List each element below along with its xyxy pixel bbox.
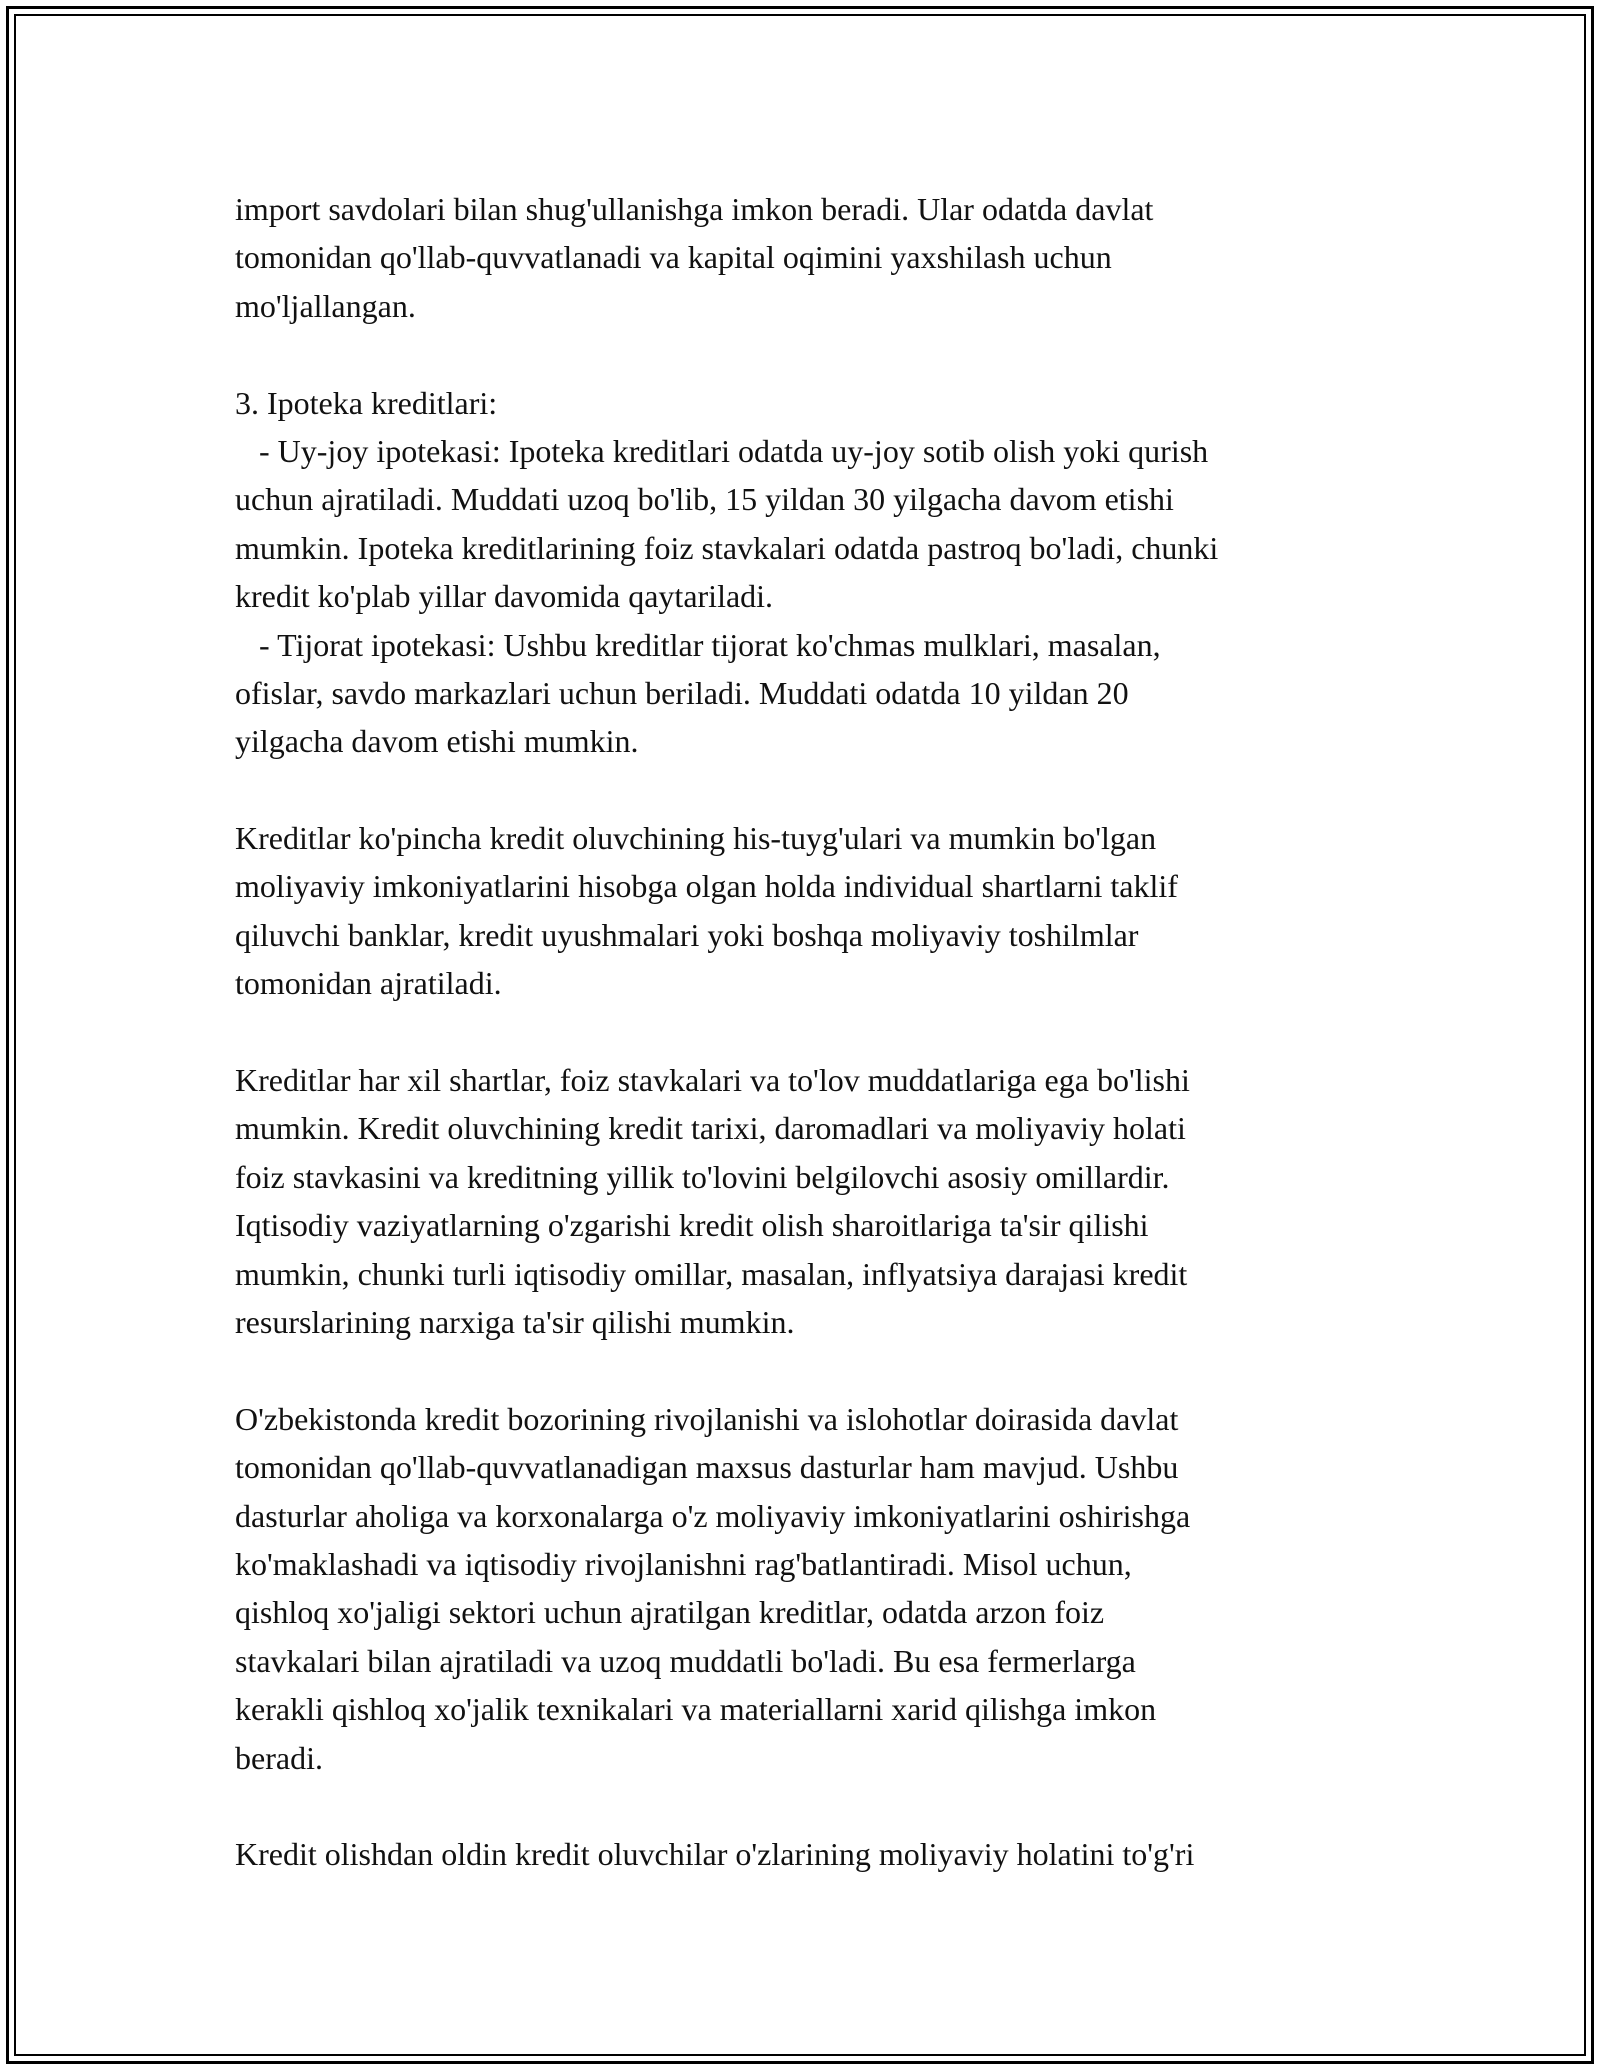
text-line: ofislar, savdo markazlari uchun beriladi. Muddati odatda 10 yildan 20 — [235, 674, 1129, 711]
text-line: Kredit olishdan oldin kredit oluvchilar o'zlarining moliyaviy holatini to'g'ri — [235, 1836, 1195, 1873]
paragraph-mortgage-loans — [235, 379, 1375, 766]
text-line: qiluvchi banklar, kredit uyushmalari yoki boshqa moliyaviy toshilmlar — [235, 916, 1139, 953]
text-line: mo'ljallangan. — [235, 287, 416, 324]
text-line: mumkin, chunki turli iqtisodiy omillar, masalan, inflyatsiya darajasi kredit — [235, 1255, 1188, 1292]
section-heading: 3. Ipoteka kreditlari: — [235, 384, 498, 421]
paragraph-gap — [235, 766, 1375, 814]
paragraph-credit-terms — [235, 1056, 1375, 1346]
text-line: uchun ajratiladi. Muddati uzoq bo'lib, 15 yildan 30 yilgacha davom etishi — [235, 481, 1174, 518]
text-line: ko'maklashadi va iqtisodiy rivojlanishni rag'batlantiradi. Misol uchun, — [235, 1545, 1132, 1582]
text-line: mumkin. Kredit oluvchining kredit tarixi, daromadlari va moliyaviy holati — [235, 1110, 1186, 1147]
text-line: yilgacha davom etishi mumkin. — [235, 723, 639, 760]
text-line: tomonidan qo'llab-quvvatlanadi va kapital oqimini yaxshilash uchun — [235, 239, 1112, 276]
text-line: qishloq xo'jaligi sektori uchun ajratilgan kreditlar, odatda arzon foiz — [235, 1594, 1105, 1631]
paragraph-gap — [235, 1008, 1375, 1056]
text-line: kredit ko'plab yillar davomida qaytariladi. — [235, 578, 774, 615]
paragraph-gap — [235, 330, 1375, 378]
text-line: tomonidan qo'llab-quvvatlanadigan maxsus dasturlar ham mavjud. Ushbu — [235, 1449, 1179, 1486]
paragraph-uzbekistan-programs — [235, 1395, 1375, 1782]
paragraph-before-borrowing — [235, 1830, 1375, 1878]
text-line: O'zbekistonda kredit bozorining rivojlanishi va islohotlar doirasida davlat — [235, 1400, 1179, 1437]
text-line: Iqtisodiy vaziyatlarning o'zgarishi kredit olish sharoitlariga ta'sir qilishi — [235, 1207, 1149, 1244]
text-line: import savdolari bilan shug'ullanishga imkon beradi. Ular odatda davlat — [235, 191, 1154, 227]
text-line: moliyaviy imkoniyatlarini hisobga olgan holda individual shartlarni taklif — [235, 868, 1178, 905]
list-item-residential-mortgage: - Uy-joy ipotekasi: Ipoteka kreditlari odatda uy-joy sotib olish yoki qurish — [235, 432, 1209, 469]
paragraph-credit-issuers — [235, 814, 1375, 1008]
document-body — [235, 185, 1375, 1879]
paragraph-import-credits — [235, 185, 1375, 330]
paragraph-gap — [235, 1782, 1375, 1830]
text-line: kerakli qishloq xo'jalik texnikalari va materiallarni xarid qilishga imkon — [235, 1691, 1157, 1728]
text-line: resurslarining narxiga ta'sir qilishi mumkin. — [235, 1303, 795, 1340]
text-line: foiz stavkasini va kreditning yillik to'lovini belgilovchi asosiy omillardir. — [235, 1158, 1170, 1195]
text-line: tomonidan ajratiladi. — [235, 965, 502, 1002]
text-line: stavkalari bilan ajratiladi va uzoq muddatli bo'ladi. Bu esa fermerlarga — [235, 1642, 1136, 1679]
text-line: beradi. — [235, 1739, 323, 1776]
text-line: Kreditlar har xil shartlar, foiz stavkalari va to'lov muddatlariga ega bo'lishi — [235, 1062, 1190, 1099]
text-line: mumkin. Ipoteka kreditlarining foiz stavkalari odatda pastroq bo'ladi, chunki — [235, 529, 1219, 566]
list-item-commercial-mortgage: - Tijorat ipotekasi: Ushbu kreditlar tijorat ko'chmas mulklari, masalan, — [235, 626, 1161, 663]
text-line: dasturlar aholiga va korxonalarga o'z moliyaviy imkoniyatlarini oshirishga — [235, 1497, 1191, 1534]
paragraph-gap — [235, 1346, 1375, 1394]
text-line: Kreditlar ko'pincha kredit oluvchining his-tuyg'ulari va mumkin bo'lgan — [235, 820, 1157, 857]
